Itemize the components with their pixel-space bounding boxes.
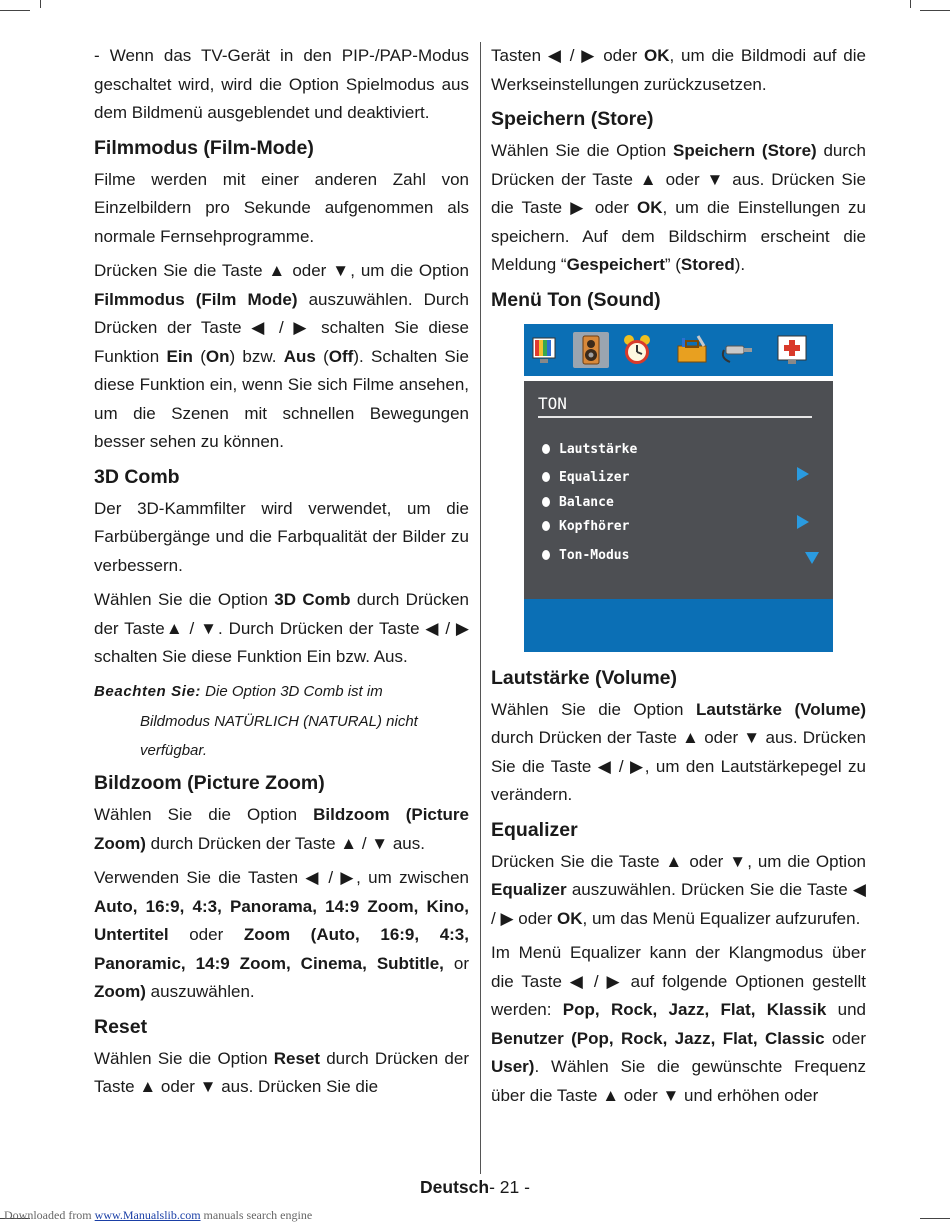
- paragraph-reset: Wählen Sie die Option Reset durch Drücken der Taste ▲ oder ▼ aus. Drücken Sie die: [94, 1048, 469, 1096]
- heading-reset: Reset: [94, 1015, 148, 1038]
- paragraph-bildzoom-options: Verwenden Sie die Tasten ◀ / ▶, um zwischen Auto, 16:9, 4:3, Panorama, 14:9 Zoom, Kino, Untertitel oder Zoom (Auto, 16:9, 4:3, Panoramic, 14:9 Zoom, Cinema, Subtitle, or Zoom) auszuwählen.: [94, 868, 469, 1001]
- page-footer: [0, 1176, 950, 1198]
- heading-menu-ton: Menü Ton (Sound): [491, 288, 661, 311]
- paragraph-equalizer-modes: Im Menü Equalizer kann der Klangmodus über die Taste ◀ / ▶ auf folgende Optionen gestellt werden: Pop, Rock, Jazz, Flat, Klassik und Benutzer (Pop, Rock, Jazz, Flat, Classic oder User). Wählen Sie die gewünschte Frequenz über die Taste ▲ oder ▼ und erhöhen oder: [491, 943, 866, 1105]
- heading-filmmodus: Filmmodus (Film-Mode): [94, 136, 314, 159]
- heading-equalizer: Equalizer: [491, 818, 578, 841]
- paragraph-speichern: Wählen Sie die Option Speichern (Store) durch Drücken der Taste ▲ oder ▼ aus. Drücken Sie die Taste ▶ oder OK, um die Einstellungen zu speichern. Auf dem Bildschirm erscheint die Meldung “Gespeichert” (Stored).: [491, 141, 866, 274]
- paragraph-equalizer-select: Drücken Sie die Taste ▲ oder ▼, um die Option Equalizer auszuwählen. Drücken Sie die Taste ◀ / ▶ oder OK, um das Menü Equalizer aufzurufen.: [491, 851, 866, 928]
- connector-icon: [720, 332, 756, 368]
- tv-menu-panel: [524, 381, 833, 599]
- alarm-clock-icon: [619, 332, 655, 368]
- paragraph-lautstaerke: Wählen Sie die Option Lautstärke (Volume) durch Drücken der Taste ▲ oder ▼ aus. Drücken Sie die Taste ◀ / ▶, um den Lautstärkepegel zu verändern.: [491, 699, 866, 804]
- paragraph-filmmodus: Drücken Sie die Taste ▲ oder ▼, um die Option Filmmodus (Film Mode) auszuwählen. Durch Drücken der Taste ◀ / ▶ schalten Sie diese Funktion Ein (On) bzw. Aus (Off). Schalten Sie diese Funktion ein, wenn Sie sich Filme ansehen, um die Szenen mit schnellen Bewegungen besser sehen zu können.: [94, 261, 469, 451]
- paragraph-bildzoom-select: Wählen Sie die Option Bildzoom (Picture Zoom) durch Drücken der Taste ▲ / ▼ aus.: [94, 805, 469, 853]
- crop-mark-top-left: [0, 10, 30, 11]
- equalizer-arrow-right-icon: [797, 467, 809, 481]
- tv-menu-item-kopfhoerer[interactable]: Kopfhörer: [542, 518, 629, 536]
- paragraph-pip-note: - Wenn das TV-Gerät in den PIP-/PAP-Modus geschaltet wird, wird die Option Spielmodus aus dem Bildmenü ausgeblendet und deaktiviert.: [94, 46, 469, 122]
- paragraph-3d-comb-intro: Der 3D-Kammfilter wird verwendet, um die Farbübergänge und die Farbqualität der Bilder zu verbessern.: [94, 498, 469, 575]
- paragraph-3d-comb-select: Wählen Sie die Option 3D Comb durch Drücken der Taste▲ / ▼. Durch Drücken der Taste ◀ / ▶ schalten Sie diese Funktion Ein bzw. Aus.: [94, 590, 469, 666]
- tv-menu-item-equalizer[interactable]: Equalizer: [542, 469, 629, 487]
- tv-menu-bottom-bar: [524, 599, 833, 652]
- paragraph-reset-continued: Tasten ◀ / ▶ oder OK, um die Bildmodi auf die Werkseinstellungen zurückzusetzen.: [491, 46, 866, 94]
- crop-mark-top-right: [920, 10, 950, 11]
- picture-icon: [528, 332, 564, 368]
- left-column: [94, 42, 469, 1108]
- kopfhoerer-arrow-right-icon: [797, 515, 809, 529]
- heading-speichern: Speichern (Store): [491, 108, 654, 130]
- note-label: Beachten Sie:: [94, 682, 201, 700]
- paragraph-filme: Filme werden mit einer anderen Zahl von Einzelbildern pro Sekunde aufgenommen als normale Fernsehprogramme.: [94, 169, 469, 246]
- tv-menu-title-underline: [538, 416, 812, 418]
- crop-mark-bottom-right: [920, 1218, 950, 1219]
- footer-language: Deutsch: [420, 1177, 490, 1197]
- tv-menu-title: TON: [538, 393, 567, 413]
- tv-menu-item-balance[interactable]: Balance: [542, 494, 614, 512]
- note-3d-comb-continued: Bildmodus NATÜRLICH (NATURAL) nicht verfügbar.: [140, 713, 418, 759]
- tv-sound-menu-screenshot: [524, 324, 833, 652]
- heading-bildzoom: Bildzoom (Picture Zoom): [94, 772, 325, 794]
- medical-cross-icon: [774, 332, 810, 368]
- tv-menu-icon-bar: [524, 324, 833, 376]
- toolbox-icon: [674, 332, 710, 368]
- ton-modus-arrow-down-icon: [805, 552, 819, 564]
- heading-lautstaerke: Lautstärke (Volume): [491, 666, 678, 689]
- page-number: - 21 -: [489, 1177, 530, 1197]
- note-3d-comb: Beachten Sie: Die Option 3D Comb ist im: [94, 682, 383, 700]
- speaker-icon: [573, 332, 609, 368]
- download-credit: Downloaded from www.Manualslib.com manuals search engine: [4, 1208, 313, 1222]
- manualslib-link[interactable]: www.Manualslib.com: [94, 1208, 201, 1222]
- tv-menu-item-lautstaerke[interactable]: Lautstärke: [542, 441, 637, 459]
- right-column: [491, 42, 866, 1116]
- column-divider: [480, 42, 481, 1174]
- heading-3d-comb: 3D Comb: [94, 465, 180, 488]
- crop-mark-top-right-v: [910, 0, 911, 8]
- tv-menu-item-ton-modus[interactable]: Ton-Modus: [542, 547, 629, 565]
- crop-mark-top-left-v: [40, 0, 41, 8]
